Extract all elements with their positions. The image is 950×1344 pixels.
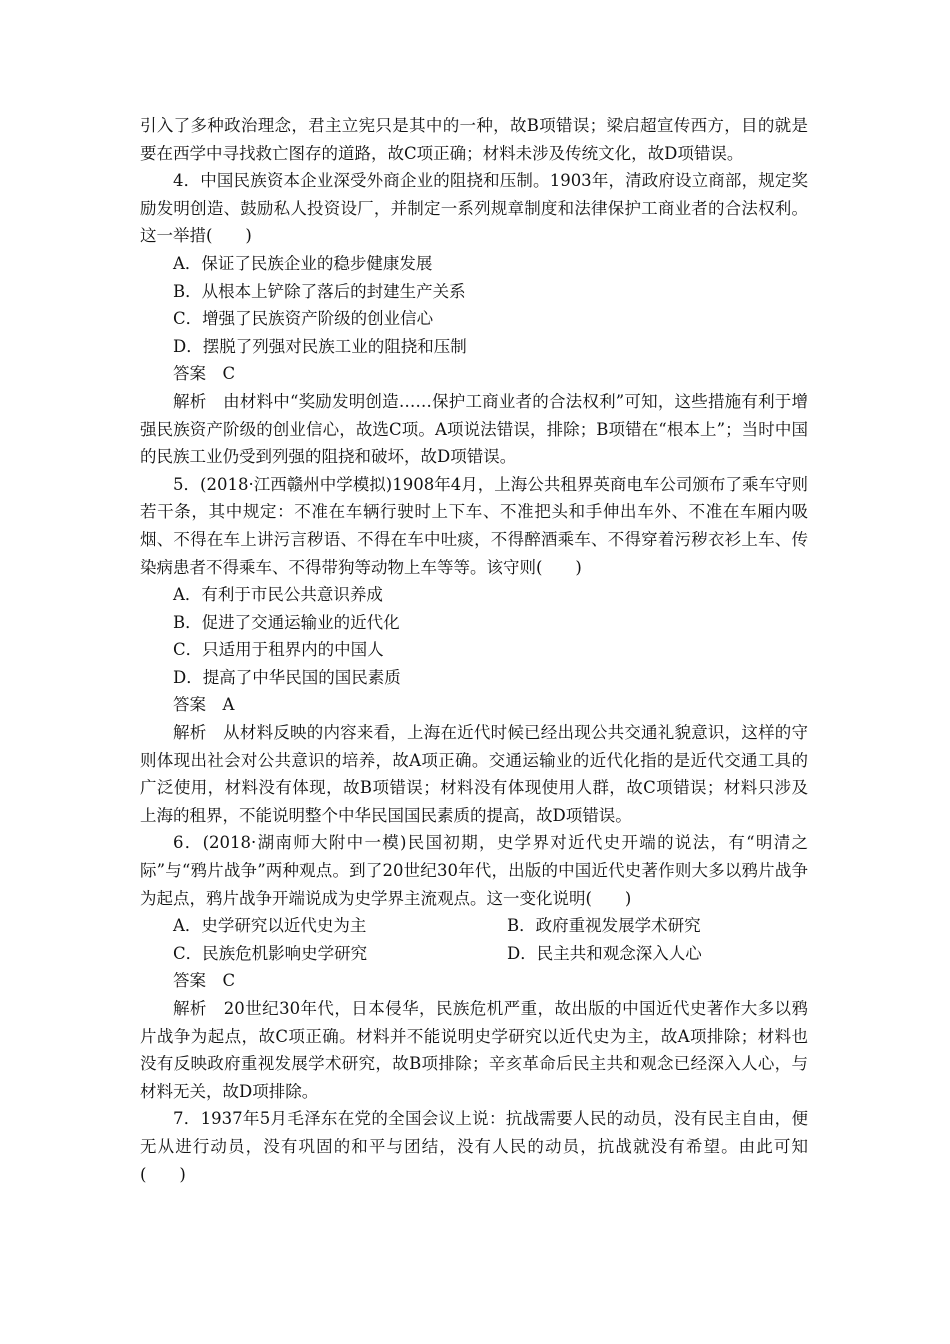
question-4 — [140, 167, 808, 471]
option-d: D．摆脱了列强对民族工业的阻挠和压制 — [173, 336, 467, 356]
answer: 答案 A — [173, 695, 235, 715]
question-stem: 5．(2018·江西赣州中学模拟)1908年4月，上海公共租界英商电车公司颁布了乘车守则若干条，其中规定：不准在车辆行驶时上下车、不准把头和手伸出车外、不准在车厢内吸烟、不得在车上讲污言秽语、不得在车中吐痰，不得醉酒乘车、不得穿着污秽衣衫上车、传染病患者不得乘车、不得带狗等动物上车等等。该守则( ) — [140, 474, 808, 577]
option-d: D．提高了中华民国的国民素质 — [173, 667, 401, 687]
option-a: A．史学研究以近代史为主 — [173, 916, 367, 936]
option-b: B．从根本上铲除了落后的封建生产关系 — [173, 281, 466, 301]
option-c: C．民族危机影响史学研究 — [173, 943, 368, 963]
options-row-2 — [140, 940, 808, 968]
option-c: C．增强了民族资产阶级的创业信心 — [173, 309, 434, 329]
option-a: A．有利于市民公共意识养成 — [173, 585, 383, 605]
option-a: A．保证了民族企业的稳步健康发展 — [173, 253, 433, 273]
page-content — [140, 112, 808, 1188]
option-d: D．民主共和观念深入人心 — [507, 943, 702, 963]
analysis: 解析 20世纪30年代，日本侵华，民族危机严重，故出版的中国近代史著作大多以鸦片战争为起点，故C项正确。材料并不能说明史学研究以近代史为主，故A项排除；材料也没有反映政府重视发展学术研究，故B项排除；辛亥革命后民主共和观念已经深入人心，与材料无关，故D项排除。 — [140, 999, 808, 1101]
question-5 — [140, 471, 808, 830]
options-row-1 — [140, 912, 808, 940]
continued-analysis: 引入了多种政治理念，君主立宪只是其中的一种，故B项错误；梁启超宣传西方，目的就是要在西学中寻找救亡图存的道路，故C项正确；材料未涉及传统文化，故D项错误。 — [140, 116, 808, 163]
analysis: 解析 由材料中“奖励发明创造……保护工商业者的合法权利”可知，这些措施有利于增强民族资产阶级的创业信心，故选C项。A项说法错误，排除；B项错在“根本上”；当时中国的民族工业仍受到列强的阻挠和破坏，故D项错误。 — [140, 391, 808, 467]
question-stem: 6．(2018·湖南师大附中一模)民国初期，史学界对近代史开端的说法，有“明清之际”与“鸦片战争”两种观点。到了20世纪30年代，出版的中国近代史著作则大多以鸦片战争为起点，鸦片战争开端说成为史学界主流观点。这一变化说明( ) — [140, 833, 808, 908]
question-stem: 7．1937年5月毛泽东在党的全国会议上说：抗战需要人民的动员，没有民主自由，便无从进行动员，没有巩固的和平与团结，没有人民的动员，抗战就没有希望。由此可知( ) — [140, 1109, 808, 1184]
option-b: B．政府重视发展学术研究 — [507, 916, 701, 936]
analysis: 解析 从材料反映的内容来看，上海在近代时候已经出现公共交通礼貌意识，这样的守则体现出社会对公共意识的培养，故A项正确。交通运输业的近代化指的是近代交通工具的广泛使用，材料没有体现，故B项错误；材料没有体现使用人群，故C项错误；材料只涉及上海的租界，不能说明整个中华民国国民素质的提高，故D项错误。 — [140, 723, 808, 825]
question-stem: 4．中国民族资本企业深受外商企业的阻挠和压制。1903年，清政府设立商部，规定奖励发明创造、鼓励私人投资设厂，并制定一系列规章制度和法律保护工商业者的合法权利。这一举措( ) — [140, 171, 808, 246]
option-b: B．促进了交通运输业的近代化 — [173, 612, 400, 632]
answer: 答案 C — [173, 364, 236, 384]
answer: 答案 C — [173, 971, 236, 991]
question-6 — [140, 829, 808, 1105]
question-7 — [140, 1105, 808, 1188]
option-c: C．只适用于租界内的中国人 — [173, 640, 384, 660]
